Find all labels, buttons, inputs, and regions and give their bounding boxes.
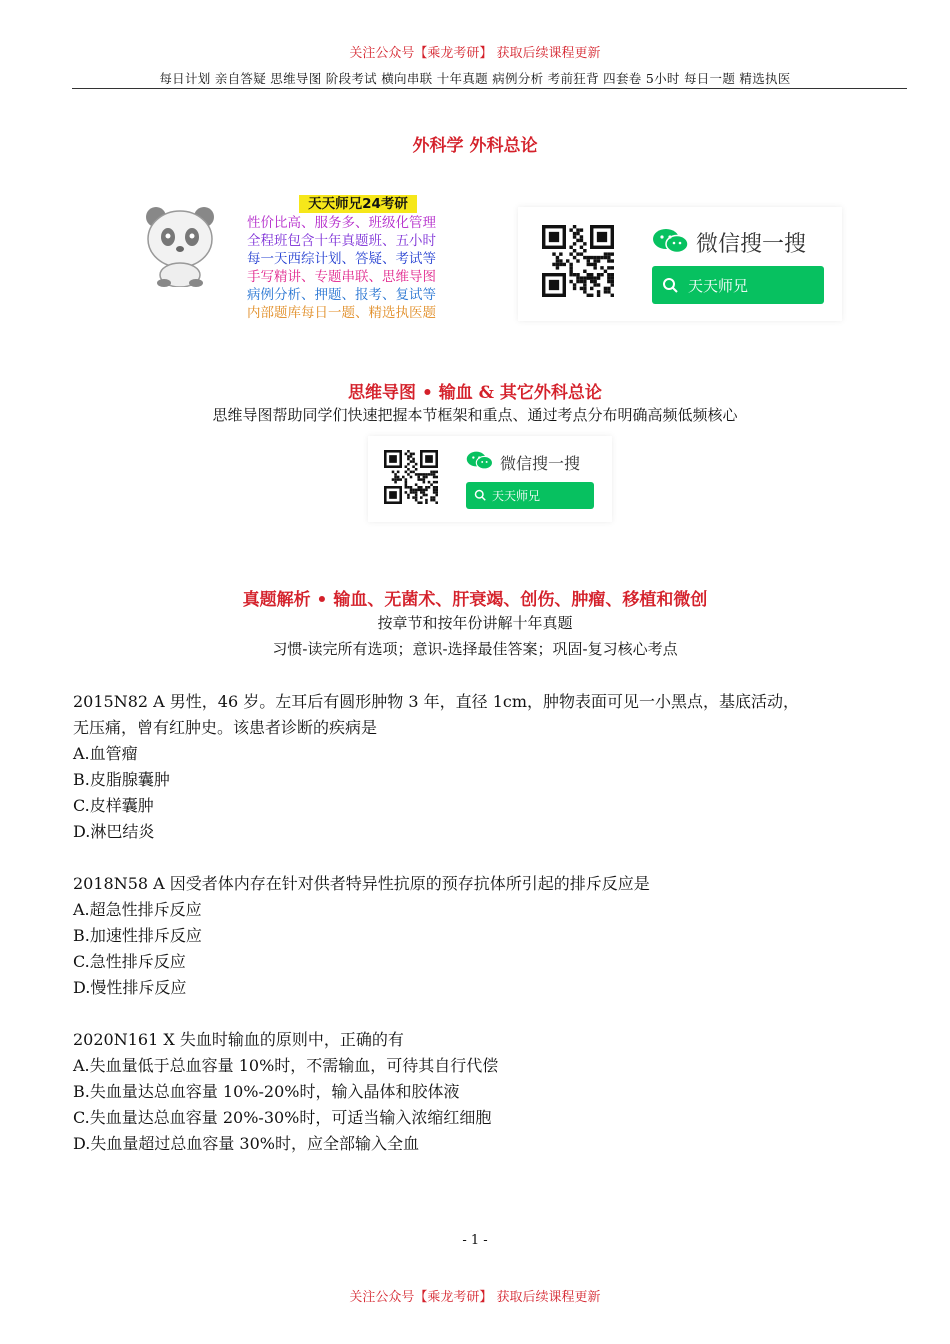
mindmap-subtitle: 思维导图帮助同学们快速把握本节框架和重点、通过考点分布明确高频低频核心 bbox=[212, 406, 738, 424]
wechat-search-label: 微信搜一搜 bbox=[500, 454, 581, 473]
header-rule bbox=[72, 88, 907, 89]
wechat-logo-icon bbox=[466, 450, 494, 475]
question-stem: 2020N161 X 失血时输血的原则中，正确的有 bbox=[73, 1030, 404, 1049]
search-button[interactable] bbox=[466, 482, 594, 509]
option: A.血管瘤 bbox=[73, 744, 138, 763]
question-stem: 无压痛，曾有红肿史。该患者诊断的疾病是 bbox=[73, 718, 378, 737]
option: A.超急性排斥反应 bbox=[73, 900, 202, 919]
option: D.淋巴结炎 bbox=[73, 822, 155, 841]
question-3 bbox=[73, 1027, 923, 1157]
page-title: 外科学 外科总论 bbox=[412, 136, 538, 156]
wechat-search-card-small[interactable] bbox=[368, 436, 612, 522]
footer-notice: 关注公众号【乘龙考研】 获取后续课程更新 bbox=[349, 1290, 601, 1305]
panda-mascot-icon bbox=[138, 203, 222, 287]
exam-title: 真题解析 • 输血、无菌术、肝衰竭、创伤、肿瘤、移植和微创 bbox=[242, 590, 708, 610]
search-button[interactable] bbox=[652, 266, 824, 304]
header-notice: 关注公众号【乘龙考研】 获取后续课程更新 bbox=[349, 46, 601, 61]
header-nav: 每日计划 亲自答疑 思维导图 阶段考试 横向串联 十年真题 病例分析 考前狂背 四套卷 5小时 每日一题 精选执医 bbox=[159, 71, 791, 86]
promo-line: 全程班包含十年真题班、五小时 bbox=[247, 233, 436, 249]
exam-subtitle-1: 按章节和按年份讲解十年真题 bbox=[377, 614, 573, 632]
search-icon bbox=[662, 277, 678, 293]
promo-line: 每一天西综计划、答疑、考试等 bbox=[247, 251, 436, 267]
option: B.加速性排斥反应 bbox=[73, 926, 202, 945]
question-1 bbox=[73, 689, 923, 845]
option: B.皮脂腺囊肿 bbox=[73, 770, 170, 789]
option: D.失血量超过总血容量 30%时，应全部输入全血 bbox=[73, 1134, 419, 1153]
wechat-search-card[interactable] bbox=[518, 207, 842, 321]
promo-text bbox=[247, 195, 462, 322]
option: B.失血量达总血容量 10%-20%时，输入晶体和胶体液 bbox=[73, 1082, 460, 1101]
question-stem: 2015N82 A 男性，46 岁。左耳后有圆形肿物 3 年，直径 1cm，肿物表面可见一小黑点，基底活动， bbox=[73, 692, 800, 711]
question-stem: 2018N58 A 因受者体内存在针对供者特异性抗原的预存抗体所引起的排斥反应是 bbox=[73, 874, 650, 893]
promo-line: 手写精讲、专题串联、思维导图 bbox=[247, 269, 436, 285]
mindmap-title: 思维导图 • 输血 & 其它外科总论 bbox=[348, 383, 602, 403]
qr-code-icon bbox=[542, 225, 614, 297]
promo-line: 病例分析、押题、报考、复试等 bbox=[247, 287, 436, 303]
search-button-label: 天天师兄 bbox=[492, 489, 541, 503]
promo-line: 性价比高、服务多、班级化管理 bbox=[247, 215, 436, 231]
exam-subtitle-2: 习惯-读完所有选项；意识-选择最佳答案；巩固-复习核心考点 bbox=[272, 640, 678, 658]
qr-code-icon bbox=[384, 450, 438, 504]
option: C.皮样囊肿 bbox=[73, 796, 154, 815]
search-icon bbox=[474, 489, 486, 501]
promo-line: 内部题库每日一题、精选执医题 bbox=[247, 305, 436, 321]
option: C.急性排斥反应 bbox=[73, 952, 186, 971]
question-2 bbox=[73, 871, 923, 1001]
option: C.失血量达总血容量 20%-30%时，可适当输入浓缩红细胞 bbox=[73, 1108, 492, 1127]
wechat-logo-icon bbox=[652, 227, 690, 259]
option: D.慢性排斥反应 bbox=[73, 978, 187, 997]
wechat-search-label: 微信搜一搜 bbox=[696, 232, 807, 257]
option: A.失血量低于总血容量 10%时，不需输血，可待其自行代偿 bbox=[73, 1056, 499, 1075]
promo-head: 天天师兄24考研 bbox=[299, 195, 417, 213]
page-number: - 1 - bbox=[462, 1233, 488, 1248]
search-button-label: 天天师兄 bbox=[688, 277, 749, 295]
